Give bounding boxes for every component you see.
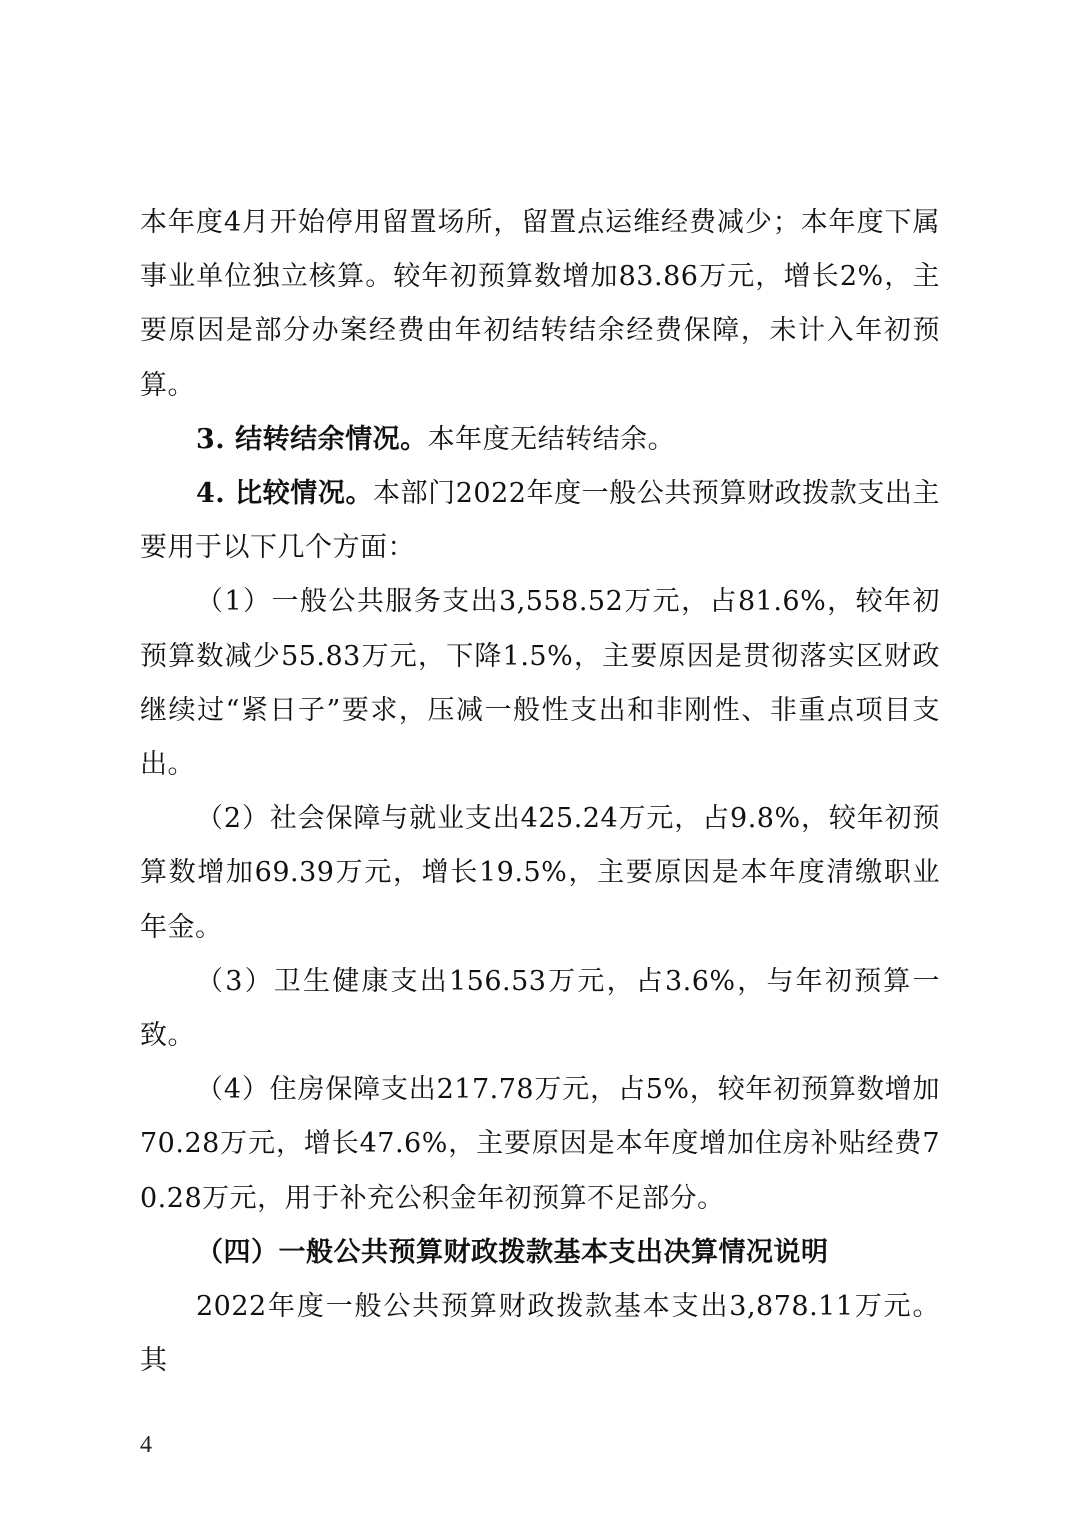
list-item-housing: （4）住房保障支出217.78万元，占5%，较年初预算数增加70.28万元，增长47.6%，主要原因是本年度增加住房补贴经费70.28万元，用于补充公积金年初预算不足部分。 — [140, 1074, 940, 1214]
paragraph-body-carryover: 本年度无结转结余。 — [427, 423, 676, 455]
paragraph-body-comparison: 本部门2022年度一般公共预算财政拨款支出主要用于以下几个方面： — [140, 478, 940, 564]
list-item-general-public-services: （1）一般公共服务支出3,558.52万元，占81.6%，较年初预算数减少55.83万元，下降1.5%，主要原因是贯彻落实区财政继续过“紧日子”要求，压减一般性支出和非刚性、非重点项目支出。 — [140, 586, 940, 781]
paragraph-continuation: 本年度4月开始停用留置场所，留置点运维经费减少；本年度下属事业单位独立核算。较年初预算数增加83.86万元，增长2%，主要原因是部分办案经费由年初结转结余经费保障，未计入年初预算。 — [140, 207, 940, 401]
list-item-health: （3）卫生健康支出156.53万元，占3.6%，与年初预算一致。 — [140, 965, 940, 1052]
paragraph-comparison — [140, 467, 940, 575]
page-content — [140, 196, 940, 1388]
page-number: 4 — [140, 1432, 152, 1458]
list-item-social-security: （2）社会保障与就业支出425.24万元，占9.8%，较年初预算数增加69.39万元，增长19.5%，主要原因是本年度清缴职业年金。 — [140, 803, 940, 943]
paragraph-lead-comparison: 4. 比较情况。 — [196, 478, 374, 510]
paragraph-basic-expenditure: 2022年度一般公共预算财政拨款基本支出3,878.11万元。其 — [140, 1291, 940, 1377]
paragraph-carryover-balance — [140, 413, 940, 467]
paragraph-lead-carryover: 3. 结转结余情况。 — [196, 423, 428, 455]
section-heading: （四）一般公共预算财政拨款基本支出决算情况说明 — [196, 1236, 829, 1268]
